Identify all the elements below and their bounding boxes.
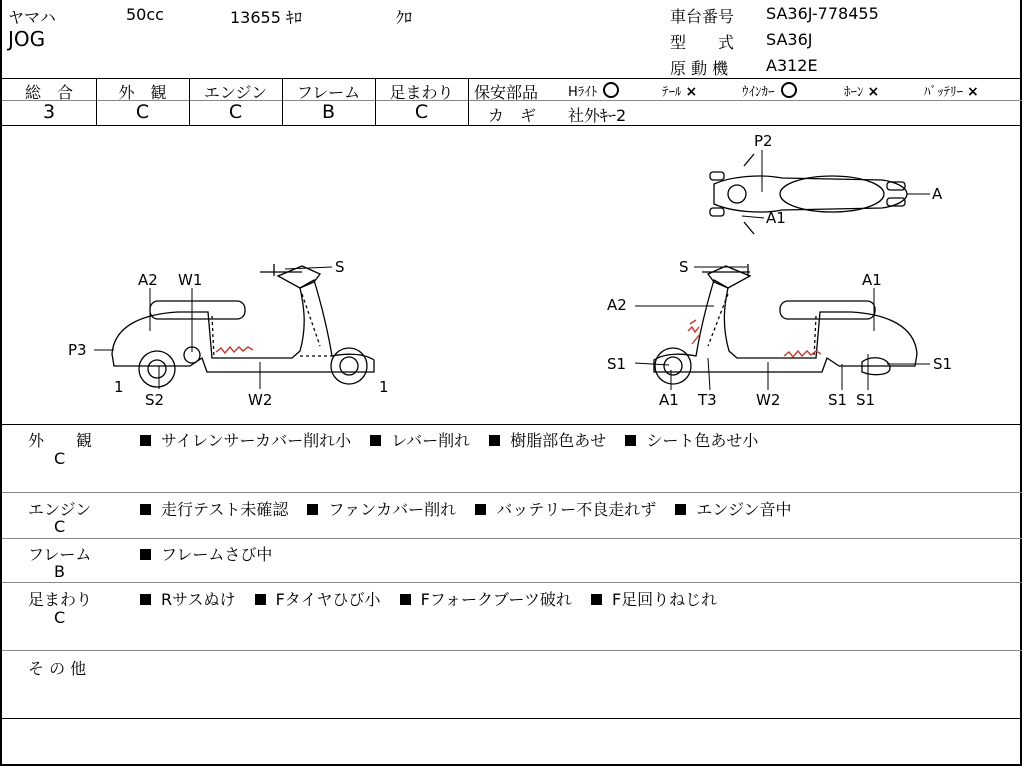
top-view-seat: [780, 176, 884, 212]
label-s1: S1: [607, 355, 627, 373]
comment-item: ファンカバー削れ: [328, 500, 457, 519]
top-view-mirror-right: [710, 208, 724, 216]
divider: [2, 582, 1022, 583]
grade-total-value: 3: [42, 101, 56, 123]
grade-frame-label: フレーム: [296, 83, 361, 102]
comment-item: フレームさび中: [161, 545, 273, 564]
key-label: カ ギ: [488, 106, 537, 125]
mileage: 13655 ｷﾛ: [230, 8, 302, 27]
label-t3: T3: [698, 391, 717, 409]
bullet-icon: [370, 435, 381, 446]
damage-diagram: [2, 126, 1022, 424]
comment-item: シート色あせ小: [646, 431, 759, 450]
left-scooter-rear-wheel: [139, 351, 175, 387]
comment-item: レバー削れ: [391, 431, 471, 450]
comment-item: Fフォークブーツ破れ: [420, 590, 572, 609]
label-p3: P3: [68, 341, 87, 359]
left-scooter-headlight: [278, 266, 320, 288]
bullet-icon: [140, 594, 151, 605]
label-s1: S1: [933, 355, 953, 373]
section-exterior-grade: C: [54, 449, 66, 468]
right-scooter-headlight: [708, 266, 750, 288]
label-a: A: [932, 185, 943, 203]
left-scooter-seat: [150, 301, 245, 319]
section-suspension-items: [136, 587, 727, 610]
comment-item: Rサスぬけ: [161, 590, 236, 609]
section-frame-items: [136, 542, 282, 565]
divider: [2, 78, 1022, 79]
top-view-meter: [728, 185, 746, 203]
displacement: 50cc: [126, 5, 164, 24]
left-scooter-body: [112, 280, 374, 372]
label-a1: A1: [862, 271, 882, 289]
top-view-body: [714, 176, 907, 212]
grade-suspension-value: C: [414, 101, 429, 123]
label-w1: W1: [178, 271, 203, 289]
safety-headlight: Hﾗｲﾄ: [568, 81, 619, 100]
label-s1: S1: [828, 391, 848, 409]
label-w2: W2: [248, 391, 273, 409]
section-suspension-grade: C: [54, 608, 66, 627]
frame-no: SA36J-778455: [766, 4, 879, 23]
bullet-icon: [625, 435, 636, 446]
comment-item: 走行テスト未確認: [161, 500, 289, 519]
label-a2: A2: [138, 271, 158, 289]
comment-item: エンジン音中: [696, 500, 792, 519]
label-s: S: [335, 258, 345, 276]
bullet-icon: [591, 594, 602, 605]
label-w2: W2: [756, 391, 781, 409]
label-1: 1: [114, 378, 124, 396]
bullet-icon: [489, 435, 500, 446]
safety-winker: ｳｲﾝｶｰ: [742, 81, 797, 100]
label-a2: A2: [607, 296, 627, 314]
bullet-icon: [140, 435, 151, 446]
section-frame-label: フレーム: [28, 545, 92, 564]
comment-item: バッテリー不良走れず: [496, 500, 657, 519]
label-1: 1: [379, 378, 389, 396]
left-damage-mark: [216, 347, 253, 353]
left-scooter-front-wheel: [331, 348, 367, 384]
key-value: 社外ｷｰ2: [568, 106, 627, 125]
bullet-icon: [675, 504, 686, 515]
grade-exterior-label: 外 観: [118, 83, 167, 102]
grade-frame-value: B: [321, 101, 336, 123]
safety-tail: ﾃｰﾙ ×: [662, 84, 698, 100]
grade-suspension-label: 足まわり: [389, 83, 454, 102]
section-engine-items: [136, 497, 802, 520]
bullet-icon: [140, 504, 151, 515]
ng-mark-icon: ×: [867, 84, 880, 100]
section-other-label: そ の 他: [28, 659, 87, 678]
divider: [2, 424, 1022, 425]
section-frame-grade: B: [54, 562, 65, 581]
right-scooter-front-wheel: [655, 348, 691, 384]
left-scooter-panel-lines: [212, 294, 332, 358]
label-s1: S1: [856, 391, 876, 409]
ok-mark-icon: [603, 82, 619, 98]
label-s: S: [679, 258, 689, 276]
maker: ヤマハ: [8, 8, 56, 27]
grade-total-label: 総 合: [24, 83, 73, 102]
bullet-icon: [140, 549, 151, 560]
comment-item: サイレンサーカバー削れ小: [161, 431, 352, 450]
safety-battery: ﾊﾞｯﾃﾘｰ ×: [924, 84, 979, 100]
safety-title: 保安部品: [474, 83, 539, 102]
grade-exterior-value: C: [135, 101, 150, 123]
model-name: JOG: [8, 27, 46, 51]
section-exterior-label: 外 観: [28, 431, 93, 450]
safety-horn: ﾎｰﾝ ×: [844, 84, 880, 100]
grade-engine-label: エンジン: [203, 83, 268, 102]
comment-item: Fタイヤひび小: [275, 590, 381, 609]
left-scooter-rear-hub: [148, 360, 166, 378]
divider: [2, 650, 1022, 651]
divider: [468, 100, 1022, 101]
type-value: SA36J: [766, 30, 813, 49]
frame-no-label: 車台番号: [670, 7, 735, 26]
ok-mark-icon: [781, 82, 797, 98]
engine-value: A312E: [766, 56, 818, 75]
label-s2: S2: [145, 391, 165, 409]
section-suspension-label: 足まわり: [28, 590, 93, 609]
right-damage-mark: [784, 351, 821, 357]
color: ｸﾛ: [396, 8, 413, 27]
bullet-icon: [255, 594, 266, 605]
divider: [2, 718, 1022, 719]
bullet-icon: [475, 504, 486, 515]
section-exterior-items: [136, 428, 768, 451]
label-a1: A1: [659, 391, 679, 409]
type-label: 型 式: [670, 33, 735, 52]
divider: [2, 538, 1022, 539]
section-engine-label: エンジン: [28, 500, 92, 519]
bullet-icon: [400, 594, 411, 605]
label-p2: P2: [754, 132, 773, 150]
ng-mark-icon: ×: [685, 84, 698, 100]
right-scooter-seat: [780, 301, 875, 319]
comment-item: F足回りねじれ: [611, 590, 718, 609]
grade-engine-value: C: [228, 101, 243, 123]
divider: [2, 492, 1022, 493]
bullet-icon: [307, 504, 318, 515]
divider: [468, 78, 469, 125]
ng-mark-icon: ×: [967, 84, 979, 100]
top-view-mirror-left: [710, 172, 724, 180]
engine-label: 原 動 機: [670, 59, 729, 78]
label-a1: A1: [766, 209, 786, 227]
section-engine-grade: C: [54, 517, 66, 536]
comment-item: 樹脂部色あせ: [510, 431, 607, 450]
